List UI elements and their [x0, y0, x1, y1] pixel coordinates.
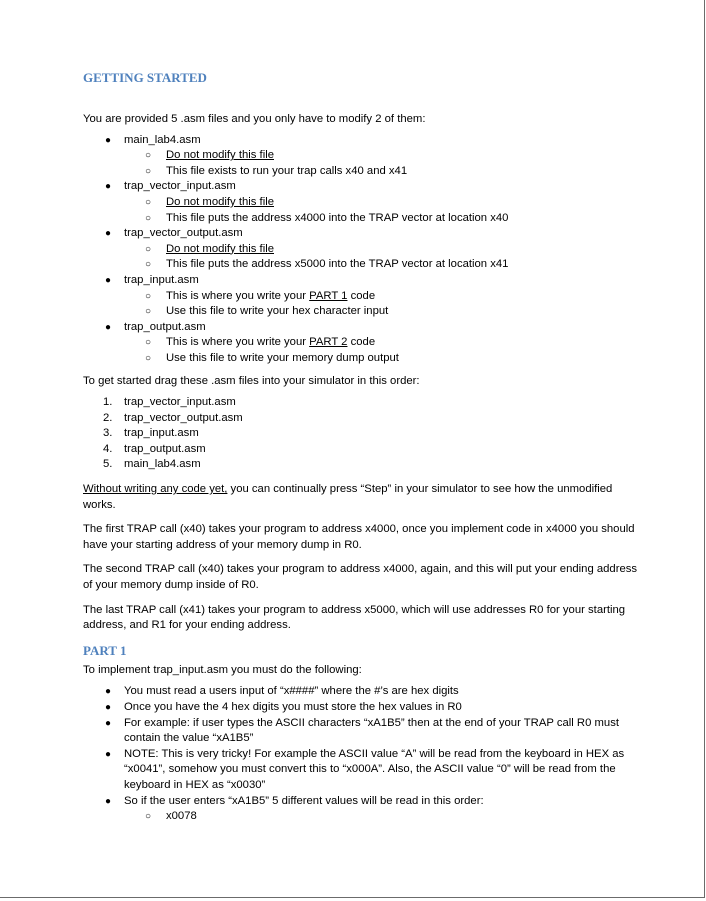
part1-item-text: You must read a users input of “x####” where the #’s are hex digits [124, 685, 459, 698]
order-file-name: trap_input.asm [124, 427, 199, 440]
order-file-name: main_lab4.asm [124, 458, 201, 471]
file-name: trap_input.asm [124, 273, 199, 286]
file-note-text: Use this file to write your hex character input [166, 305, 389, 318]
circle-bullet-icon: ○ [145, 150, 152, 162]
order-number: 3. [103, 427, 113, 440]
step-paragraph [83, 482, 643, 513]
part1-list-item [83, 716, 643, 747]
circle-bullet-icon: ○ [145, 212, 152, 224]
file-note-text-end: code [347, 336, 376, 349]
bullet-icon: ● [105, 134, 112, 146]
part1-item-text: NOTE: This is very tricky! For example the ASCII value “A” will be read from the keyboard in HEX as “x0041”, somehow you must convert this to “x000A”. Also, the ASCII value “0” will be read from the keyboard in HEX as “x0030” [124, 747, 625, 791]
file-note-text: Use this file to write your memory dump output [166, 351, 399, 364]
circle-bullet-icon: ○ [145, 811, 152, 823]
file-note [83, 335, 643, 351]
file-note [83, 257, 643, 273]
part1-item-text: For example: if user types the ASCII characters “xA1B5” then at the end of your TRAP call R0 must contain the value “xA1B5” [124, 716, 619, 745]
file-order-list [83, 395, 643, 473]
file-note-text: This file exists to run your trap calls x40 and x41 [166, 164, 408, 177]
file-order-item [83, 457, 643, 473]
part1-sub-item [83, 809, 643, 825]
file-note-text: This is where you write your [166, 336, 310, 349]
circle-bullet-icon: ○ [145, 243, 152, 255]
file-order-item [83, 426, 643, 442]
order-file-name: trap_vector_input.asm [124, 396, 236, 409]
intro-paragraph: You are provided 5 .asm files and you only have to modify 2 of them: [83, 113, 426, 125]
bullet-icon: ● [105, 686, 112, 698]
part1-list-item [83, 747, 643, 794]
file-note-text: Do not modify this file [166, 242, 274, 255]
file-order-item [83, 411, 643, 427]
file-note-text: Do not modify this file [166, 195, 274, 208]
file-list-item [83, 273, 643, 320]
part1-item-text: Once you have the 4 hex digits you must store the hex values in R0 [124, 701, 462, 713]
order-number: 4. [103, 442, 113, 455]
bullet-icon: ● [105, 795, 112, 807]
trap-call-2-paragraph: The second TRAP call (x40) takes your program to address x4000, again, and this will put your ending address of your memory dump inside of R0. [83, 563, 638, 592]
file-note-text-end: code [347, 289, 376, 302]
file-list-item [83, 133, 643, 180]
order-file-name: trap_output.asm [124, 442, 206, 455]
heading-part-1: PART 1 [83, 642, 127, 658]
bullet-icon: ● [105, 702, 112, 713]
file-name: trap_vector_input.asm [124, 180, 236, 193]
file-notes [124, 195, 643, 226]
circle-bullet-icon: ○ [145, 306, 152, 318]
order-file-name: trap_vector_output.asm [124, 411, 243, 424]
part1-list [83, 684, 643, 824]
file-list [83, 133, 643, 367]
file-note [83, 304, 643, 320]
file-note-part-label: PART 1 [309, 289, 348, 302]
file-note [83, 148, 643, 164]
file-list-item [83, 320, 643, 367]
trap-call-1-paragraph: The first TRAP call (x40) takes your program to address x4000, once you implement code in x4000 you should have your starting address of your memory dump in R0. [83, 523, 635, 551]
part1-sub-item-text: x0078 [166, 810, 197, 823]
part1-item-text: So if the user enters “xA1B5” 5 different values will be read in this order: [124, 794, 484, 807]
trap-call-3-paragraph: The last TRAP call (x41) takes your program to address x5000, which will use addresses R0 for your starting address, and R1 for your ending address. [83, 603, 626, 632]
file-note-text: This file puts the address x5000 into the TRAP vector at location x41 [166, 258, 509, 271]
part1-list-item [83, 684, 643, 700]
circle-bullet-icon: ○ [145, 290, 152, 302]
file-note [83, 211, 643, 227]
file-list-item [83, 226, 643, 273]
file-list-item [83, 179, 643, 226]
part1-list-item [83, 700, 643, 716]
part1-sub-list [124, 809, 643, 825]
file-note-part-label: PART 2 [309, 336, 348, 349]
bullet-icon: ● [105, 321, 112, 333]
circle-bullet-icon: ○ [145, 337, 152, 349]
file-notes [124, 289, 643, 320]
step-paragraph-text: you can continually press “Step” in your simulator to see how the unmodified works. [83, 483, 613, 511]
circle-bullet-icon: ○ [145, 259, 152, 271]
file-notes [124, 148, 643, 179]
part1-list-item [83, 794, 643, 825]
order-number: 5. [103, 458, 113, 471]
circle-bullet-icon: ○ [145, 196, 152, 208]
file-note [83, 242, 643, 258]
file-note-text: This is where you write your [166, 289, 310, 302]
file-notes [124, 242, 643, 273]
file-notes [124, 335, 643, 366]
file-note [83, 351, 643, 367]
file-order-item [83, 395, 643, 411]
heading-getting-started: GETTING STARTED [83, 70, 207, 85]
file-name: main_lab4.asm [124, 133, 201, 146]
bullet-icon: ● [105, 748, 112, 760]
part1-intro-paragraph: To implement trap_input.asm you must do the following: [83, 663, 362, 676]
file-note-text: Do not modify this file [166, 149, 274, 162]
bullet-icon: ● [105, 717, 112, 729]
file-name: trap_vector_output.asm [124, 227, 243, 240]
bullet-icon: ● [105, 181, 112, 193]
circle-bullet-icon: ○ [145, 165, 152, 177]
bullet-icon: ● [105, 228, 112, 240]
file-order-item [83, 442, 643, 458]
document-content [83, 70, 643, 825]
circle-bullet-icon: ○ [145, 352, 152, 364]
file-note [83, 164, 643, 180]
order-number: 1. [103, 396, 113, 409]
file-name: trap_output.asm [124, 320, 206, 333]
step-paragraph-underlined: Without writing any code yet, [83, 483, 228, 496]
order-number: 2. [103, 411, 113, 424]
drag-intro-paragraph: To get started drag these .asm files into your simulator in this order: [83, 374, 420, 387]
file-note [83, 289, 643, 305]
bullet-icon: ● [105, 274, 112, 286]
file-note-text: This file puts the address x4000 into the TRAP vector at location x40 [166, 211, 509, 224]
file-note [83, 195, 643, 211]
